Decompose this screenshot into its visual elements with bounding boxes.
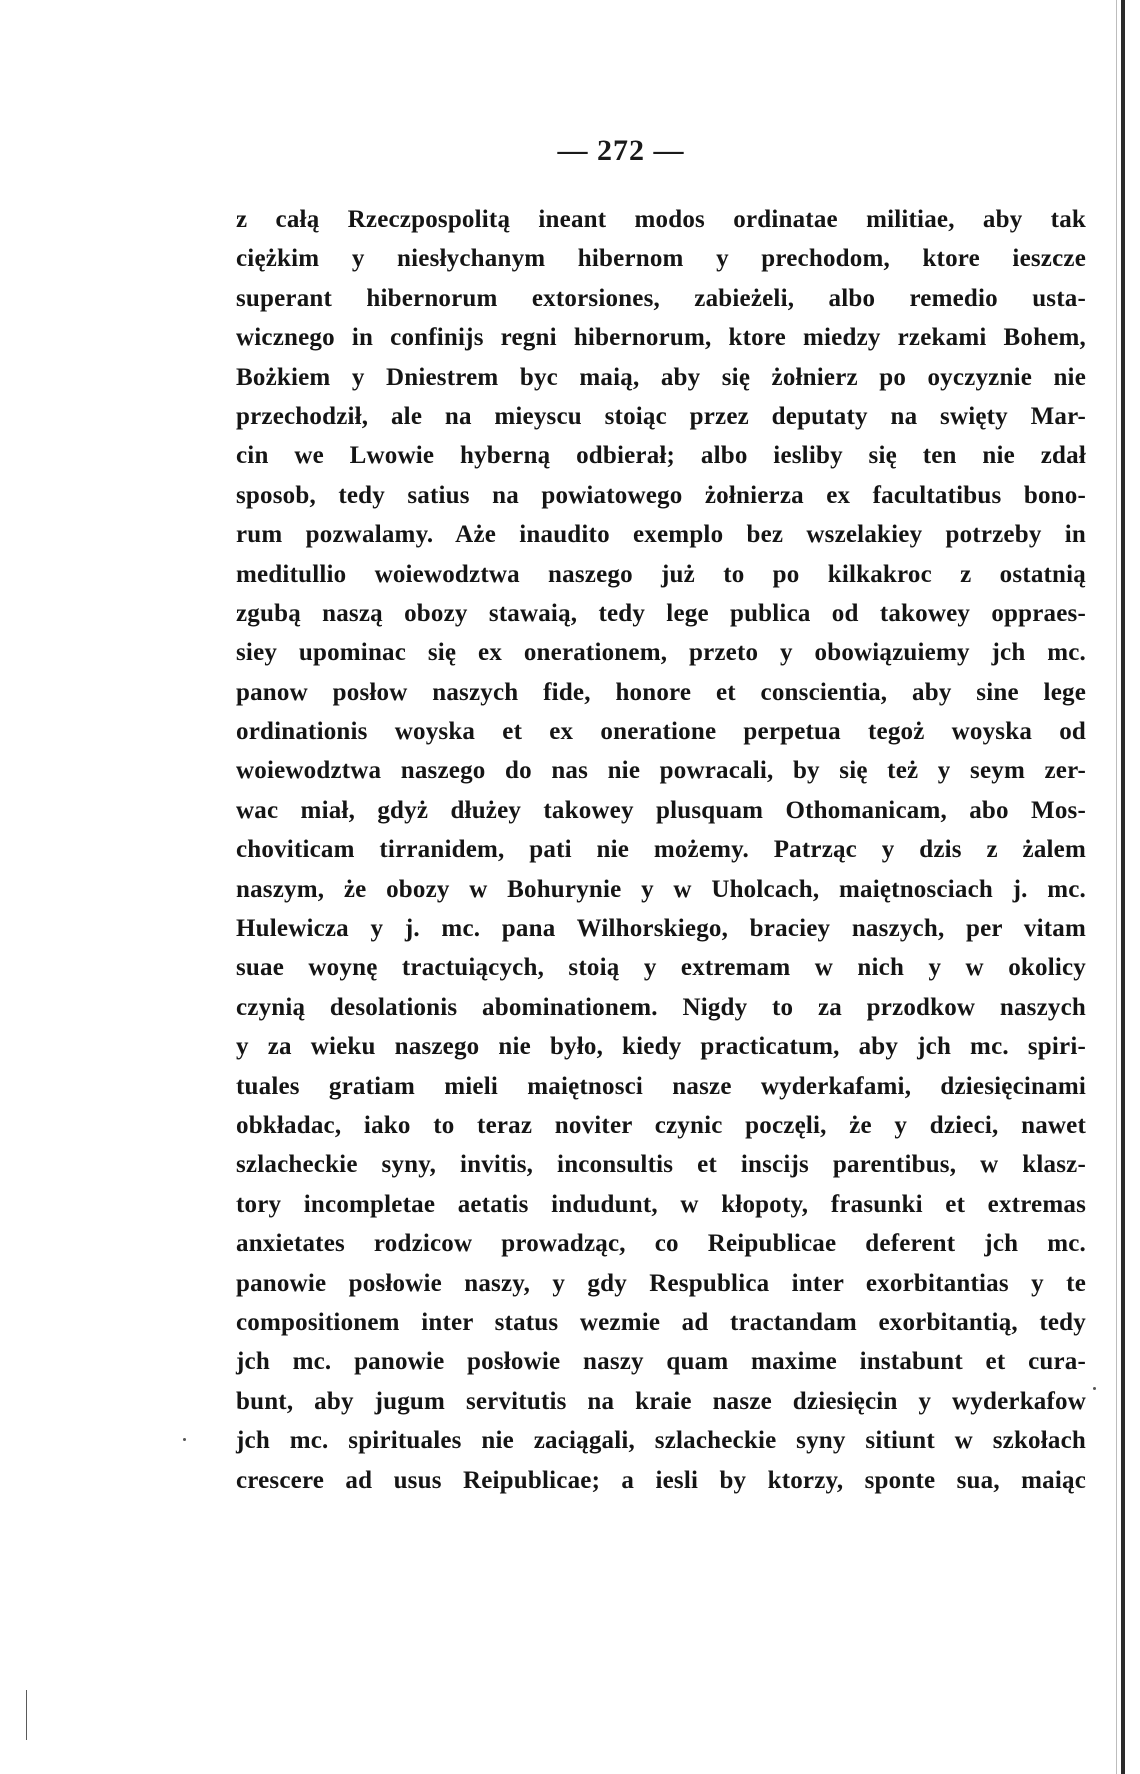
text-line: wac miał, gdyż dłużey takowey plusquam Othomanicam, abo Mos- (236, 796, 1086, 824)
text-line: compositionem inter status wezmie ad tractandam exorbitantią, tedy (236, 1308, 1086, 1336)
text-line: y za wieku naszego nie było, kiedy practicatum, aby jch mc. spiri- (236, 1033, 1086, 1061)
text-line: crescere ad usus Reipublicae; a iesli by ktorzy, sponte sua, maiąc (236, 1466, 1086, 1494)
text-line: ordinationis woyska et ex oneratione perpetua tegoż woyska od (236, 718, 1086, 746)
text-line: choviticam tirranidem, pati nie możemy. Patrząc y dzis z żalem (236, 836, 1086, 864)
text-line: rum pozwalamy. Aże inaudito exemplo bez wszelakiey potrzeby in (236, 521, 1086, 549)
margin-speck (183, 1438, 186, 1441)
text-line: zgubą naszą obozy stawaią, tedy lege publica od takowey oppraes- (236, 599, 1086, 627)
text-line: Hulewicza y j. mc. pana Wilhorskiego, braciey naszych, per vitam (236, 915, 1086, 943)
body-text (236, 200, 1086, 1500)
page-edge (1121, 0, 1125, 1774)
text-line: woiewodztwa naszego do nas nie powracali, by się też y seym zer- (236, 757, 1086, 785)
page-number: — 272 — (557, 134, 685, 167)
text-line: ciężkim y niesłychanym hibernom y prechodom, ktore ieszcze (236, 245, 1086, 273)
text-line: panowie posłowie naszy, y gdy Respublica inter exorbitantias y te (236, 1269, 1086, 1297)
text-line: suae woynę tractuiących, stoią y extremam w nich y w okolicy (236, 954, 1086, 982)
text-line: jch mc. panowie posłowie naszy quam maxime instabunt et cura- (236, 1348, 1086, 1376)
text-line: superant hibernorum extorsiones, zabieżeli, albo remedio usta- (236, 284, 1086, 312)
text-line: anxietates rodzicow prowadząc, co Reipublicae deferent jch mc. (236, 1230, 1086, 1258)
text-line: meditullio woiewodztwa naszego już to po kilkakroc z ostatnią (236, 560, 1086, 588)
text-line: tuales gratiam mieli maiętnosci nasze wyderkafami, dziesięcinami (236, 1072, 1086, 1100)
text-line: naszym, że obozy w Bohurynie y w Uholcach, maiętnosciach j. mc. (236, 875, 1086, 903)
text-line: Bożkiem y Dniestrem byc maią, aby się żołnierz po oyczyznie nie (236, 363, 1086, 391)
text-line: z całą Rzeczpospolitą ineant modos ordinatae militiae, aby tak (236, 206, 1086, 233)
text-line: cin we Lwowie hyberną odbierał; albo iesliby się ten nie zdał (236, 442, 1086, 470)
text-line: sposob, tedy satius na powiatowego żołnierza ex facultatibus bono- (236, 481, 1086, 509)
text-line: szlacheckie syny, invitis, inconsultis et inscijs parentibus, w klasz- (236, 1151, 1086, 1179)
text-line: jch mc. spirituales nie zaciągali, szlacheckie syny sitiunt w szkołach (236, 1427, 1086, 1455)
text-line: przechodził, ale na mieyscu stoiąc przez deputaty na swięty Mar- (236, 402, 1086, 430)
text-line: czynią desolationis abominationem. Nigdy to za przodkow naszych (236, 993, 1086, 1021)
page-edge-shadow (1116, 0, 1117, 1774)
text-line: siey upominac się ex onerationem, przeto y obowiązuiemy jch mc. (236, 639, 1086, 667)
margin-speck (1093, 1387, 1096, 1390)
margin-mark (26, 1690, 27, 1740)
text-line: obkładac, iako to teraz noviter czynic poczęli, że y dzieci, nawet (236, 1111, 1086, 1139)
text-line: bunt, aby jugum servitutis na kraie nasze dziesięcin y wyderkafow (236, 1387, 1086, 1415)
text-line: wicznego in confinijs regni hibernorum, ktore miedzy rzekami Bohem, (236, 324, 1086, 352)
text-line: panow posłow naszych fide, honore et conscientia, aby sine lege (236, 678, 1086, 706)
text-line: tory incompletae aetatis indudunt, w kłopoty, frasunki et extremas (236, 1190, 1086, 1218)
